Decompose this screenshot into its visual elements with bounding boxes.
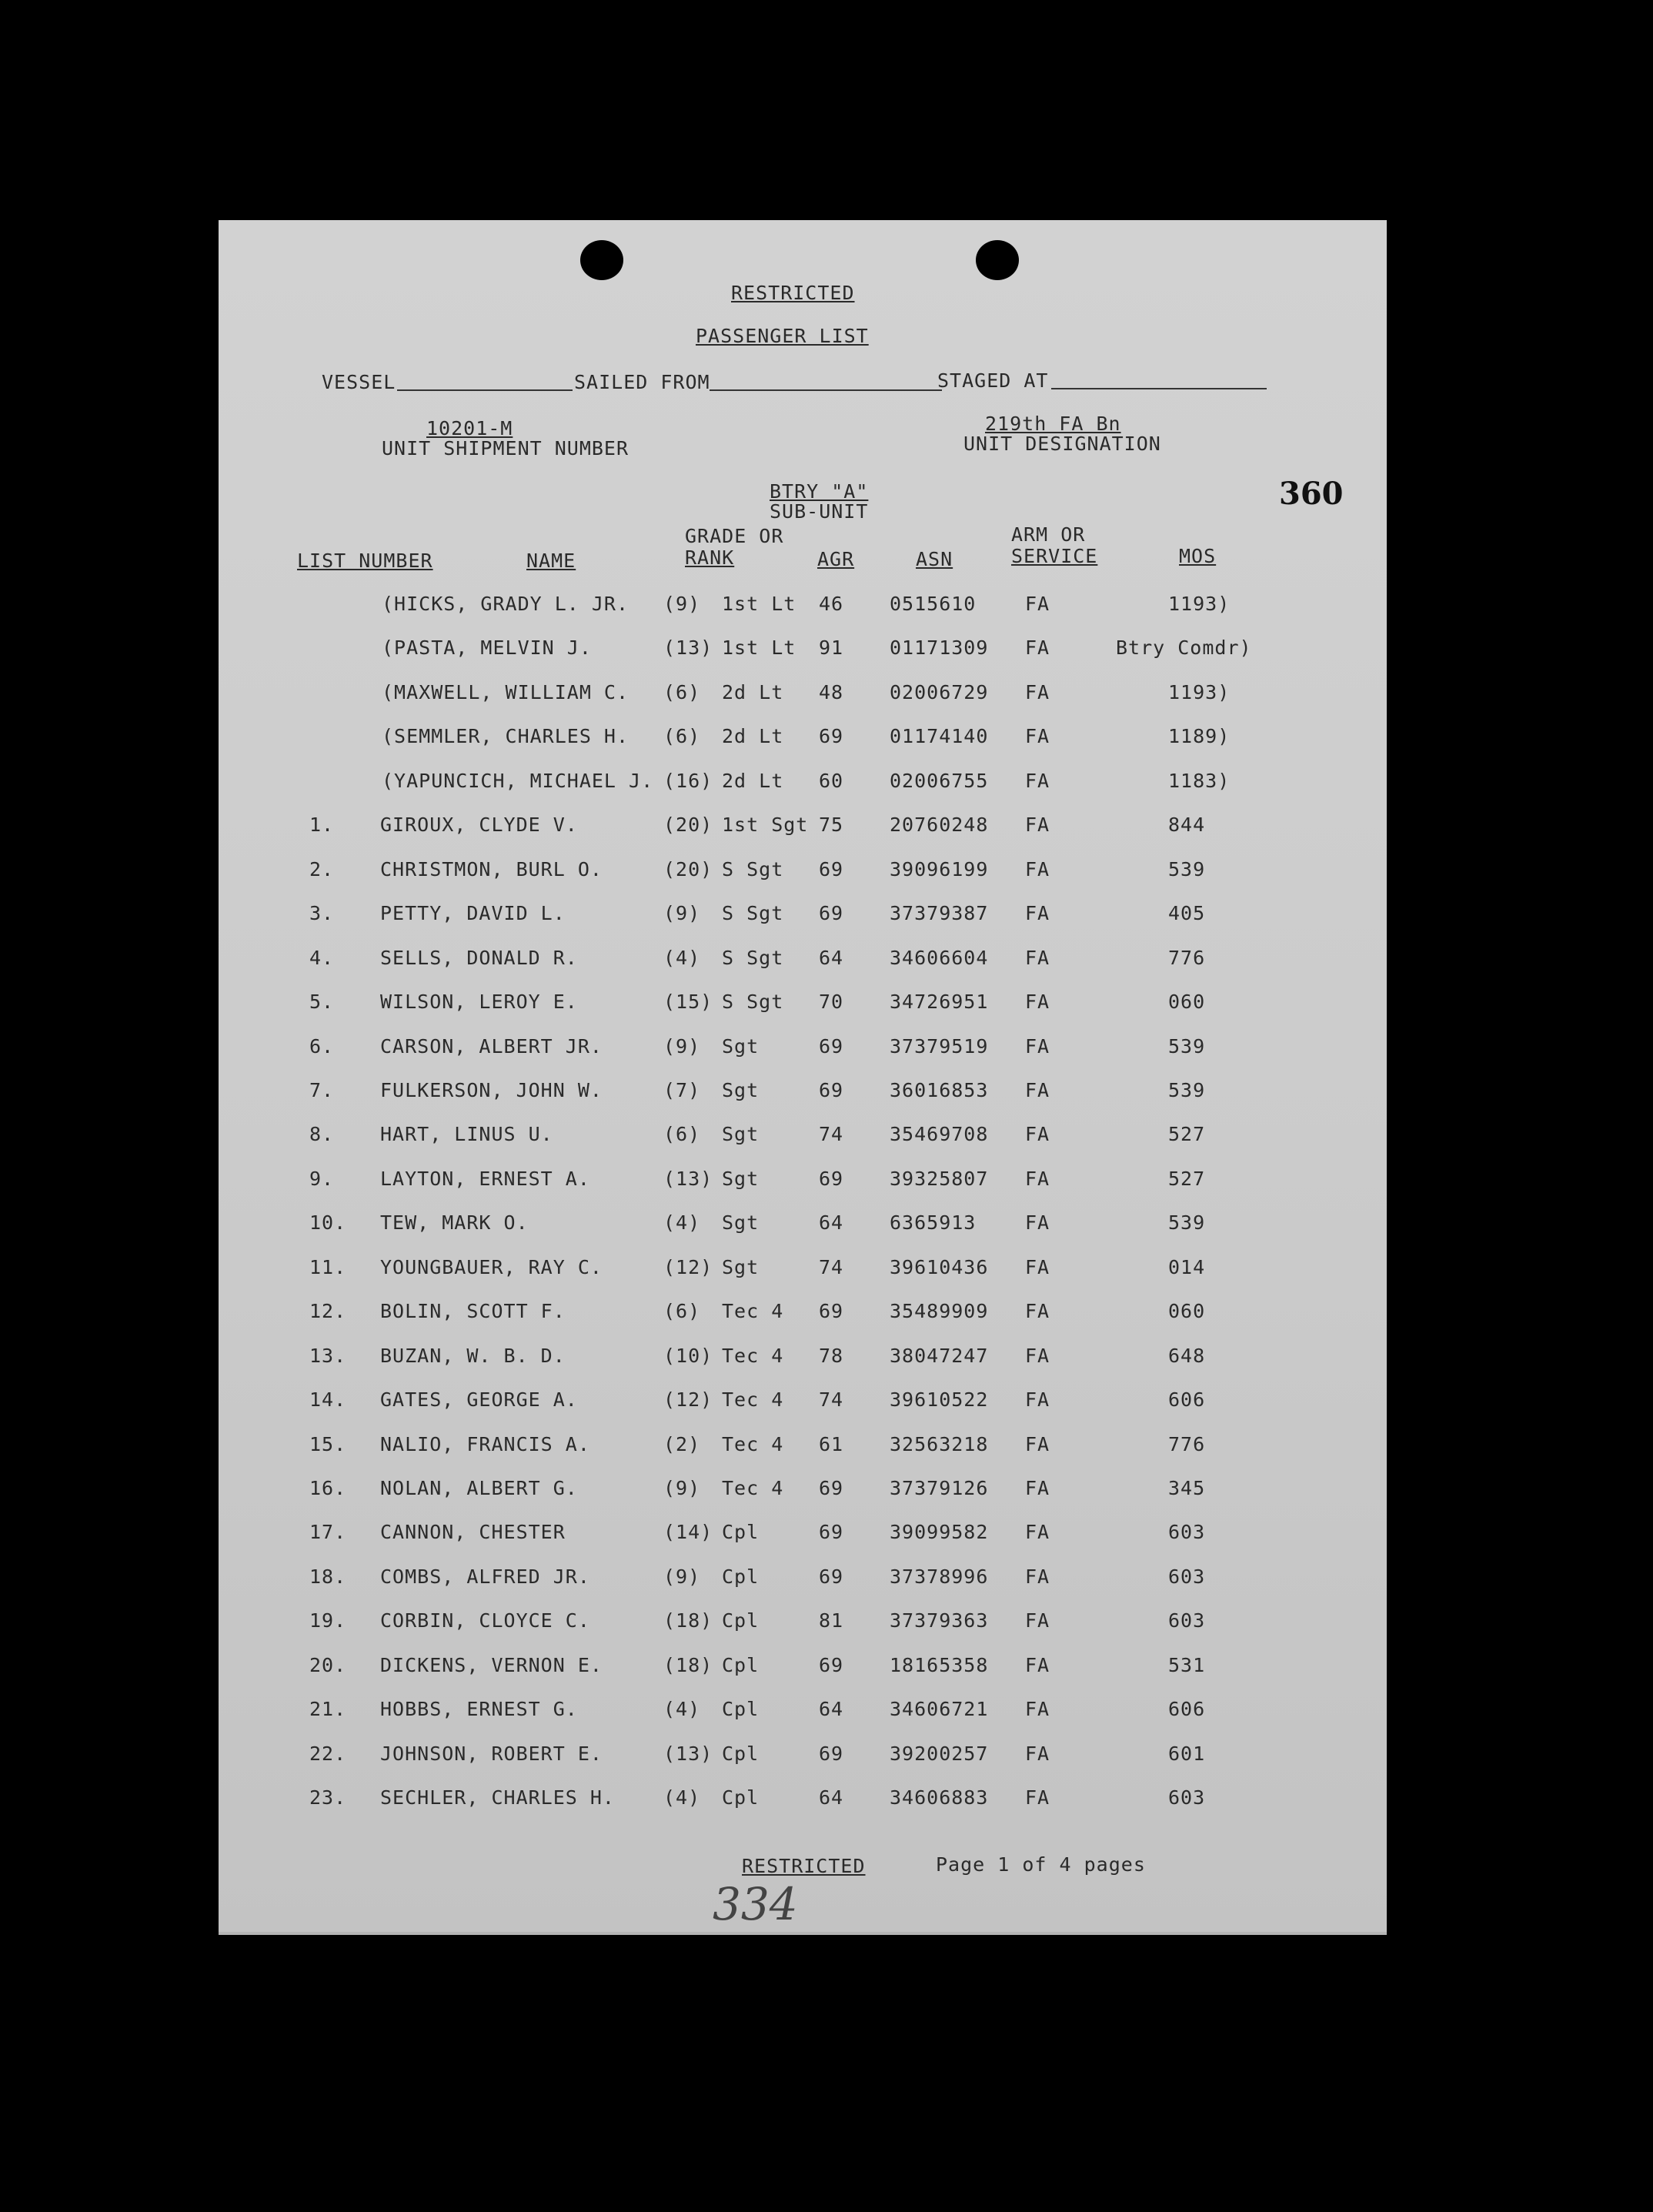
row-arm: FA [1025,1477,1050,1499]
row-asn: 39610522 [890,1388,989,1411]
row-asn: 35489909 [890,1300,989,1322]
row-asn: 01171309 [890,637,989,659]
row-mos: 603 [1168,1565,1206,1588]
row-aqr: 70 [819,991,844,1013]
unit-designation: 219th FA Bn [985,413,1121,435]
col-grade-line1: GRADE OR [685,525,784,547]
row-list-number: 23. [309,1786,347,1809]
row-aqr: 64 [819,1786,844,1809]
row-aqr: 61 [819,1433,844,1455]
row-aqr: 69 [819,1654,844,1676]
row-grade-rank: Cpl [722,1786,760,1809]
row-grade-code: (13) [663,1168,713,1190]
row-aqr: 64 [819,947,844,969]
row-name: TEW, MARK O. [380,1211,529,1234]
row-mos: 527 [1168,1168,1206,1190]
row-grade-rank: Sgt [722,1123,760,1145]
staged-at-label: STAGED AT [937,369,1049,392]
row-grade-rank: Sgt [722,1035,760,1058]
row-asn: 01174140 [890,725,989,747]
col-arm-line1: ARM OR [1011,523,1086,546]
row-grade-rank: S Sgt [722,858,784,880]
row-grade-code: (10) [663,1345,713,1367]
row-asn: 39096199 [890,858,989,880]
row-grade-code: (4) [663,1211,701,1234]
row-name: SECHLER, CHARLES H. [380,1786,615,1809]
row-asn: 37378996 [890,1565,989,1588]
row-aqr: 69 [819,1035,844,1058]
row-name: COMBS, ALFRED JR. [380,1565,590,1588]
row-list-number: 5. [309,991,335,1013]
row-asn: 39610436 [890,1256,989,1278]
row-name: CANNON, CHESTER [380,1521,566,1543]
row-name: NALIO, FRANCIS A. [380,1433,590,1455]
row-mos: 345 [1168,1477,1206,1499]
row-name: FULKERSON, JOHN W. [380,1079,603,1101]
row-arm: FA [1025,1123,1050,1145]
row-grade-rank: Sgt [722,1168,760,1190]
row-grade-code: (9) [663,1477,701,1499]
unit-shipment-label: UNIT SHIPMENT NUMBER [382,437,629,459]
row-list-number: 12. [309,1300,347,1322]
row-list-number: 21. [309,1698,347,1720]
row-name: HART, LINUS U. [380,1123,553,1145]
row-name: CHRISTMON, BURL O. [380,858,603,880]
row-aqr: 74 [819,1123,844,1145]
row-grade-rank: Cpl [722,1521,760,1543]
row-asn: 6365913 [890,1211,977,1234]
restricted-footer: RESTRICTED [742,1855,866,1877]
row-asn: 02006729 [890,681,989,703]
row-arm: FA [1025,1433,1050,1455]
row-arm: FA [1025,1565,1050,1588]
row-grade-rank: Cpl [722,1698,760,1720]
row-mos: 648 [1168,1345,1206,1367]
row-aqr: 69 [819,1521,844,1543]
row-grade-code: (16) [663,770,713,792]
row-aqr: 69 [819,1168,844,1190]
row-arm: FA [1025,1035,1050,1058]
row-list-number: 18. [309,1565,347,1588]
row-mos: 844 [1168,814,1206,836]
row-grade-code: (13) [663,637,713,659]
row-name: (MAXWELL, WILLIAM C. [382,681,629,703]
row-arm: FA [1025,1786,1050,1809]
row-grade-code: (12) [663,1256,713,1278]
handwritten-number: 334 [713,1878,798,1930]
row-arm: FA [1025,1609,1050,1632]
row-mos: 539 [1168,1035,1206,1058]
row-grade-rank: S Sgt [722,902,784,924]
row-list-number: 10. [309,1211,347,1234]
row-mos: 1189) [1168,725,1231,747]
row-name: WILSON, LEROY E. [380,991,578,1013]
row-grade-code: (20) [663,858,713,880]
row-grade-code: (20) [663,814,713,836]
col-list-number: LIST NUMBER [297,550,433,572]
row-asn: 35469708 [890,1123,989,1145]
row-mos: 776 [1168,947,1206,969]
row-aqr: 75 [819,814,844,836]
row-list-number: 9. [309,1168,335,1190]
row-grade-rank: Cpl [722,1565,760,1588]
row-arm: FA [1025,947,1050,969]
row-aqr: 74 [819,1388,844,1411]
row-mos: 405 [1168,902,1206,924]
row-aqr: 46 [819,593,844,615]
row-arm: FA [1025,1521,1050,1543]
row-arm: FA [1025,1211,1050,1234]
row-arm: FA [1025,770,1050,792]
row-name: (HICKS, GRADY L. JR. [382,593,629,615]
row-asn: 18165358 [890,1654,989,1676]
punch-hole-left [580,240,623,280]
col-arm-line2: SERVICE [1011,545,1098,567]
row-asn: 02006755 [890,770,989,792]
row-grade-rank: S Sgt [722,991,784,1013]
col-grade-line2: RANK [685,546,735,569]
row-list-number: 20. [309,1654,347,1676]
row-arm: FA [1025,1168,1050,1190]
row-grade-code: (4) [663,947,701,969]
row-name: LAYTON, ERNEST A. [380,1168,590,1190]
row-name: BUZAN, W. B. D. [380,1345,566,1367]
sailed-from-label: SAILED FROM [574,371,710,393]
row-aqr: 69 [819,1565,844,1588]
row-mos: 603 [1168,1521,1206,1543]
row-mos: 539 [1168,1079,1206,1101]
row-arm: FA [1025,1388,1050,1411]
row-aqr: 78 [819,1345,844,1367]
row-grade-code: (4) [663,1698,701,1720]
row-arm: FA [1025,681,1050,703]
vessel-label: VESSEL [322,371,396,393]
sailed-from-blank [710,389,942,391]
row-grade-rank: Sgt [722,1256,760,1278]
row-mos: 1193) [1168,681,1231,703]
row-aqr: 81 [819,1609,844,1632]
row-mos: 601 [1168,1743,1206,1765]
vessel-blank [397,389,573,391]
row-asn: 0515610 [890,593,977,615]
row-arm: FA [1025,1345,1050,1367]
row-asn: 20760248 [890,814,989,836]
row-arm: FA [1025,814,1050,836]
row-grade-rank: 2d Lt [722,770,784,792]
row-list-number: 2. [309,858,335,880]
row-grade-rank: 2d Lt [722,681,784,703]
sub-unit-label: SUB-UNIT [770,500,869,523]
row-grade-code: (9) [663,1565,701,1588]
row-name: SELLS, DONALD R. [380,947,578,969]
row-arm: FA [1025,725,1050,747]
row-arm: FA [1025,902,1050,924]
row-name: BOLIN, SCOTT F. [380,1300,566,1322]
row-mos: 776 [1168,1433,1206,1455]
row-mos: 1193) [1168,593,1231,615]
row-list-number: 3. [309,902,335,924]
row-mos: 606 [1168,1698,1206,1720]
stamp-number: 360 [1279,476,1344,512]
row-grade-rank: 1st Lt [722,593,796,615]
row-grade-rank: Tec 4 [722,1345,784,1367]
row-asn: 36016853 [890,1079,989,1101]
row-list-number: 13. [309,1345,347,1367]
row-grade-code: (6) [663,725,701,747]
row-arm: FA [1025,1079,1050,1101]
row-grade-code: (13) [663,1743,713,1765]
row-list-number: 11. [309,1256,347,1278]
row-grade-rank: Tec 4 [722,1477,784,1499]
row-grade-code: (6) [663,681,701,703]
row-asn: 37379126 [890,1477,989,1499]
sub-unit: BTRY "A" [770,480,869,503]
row-name: GATES, GEORGE A. [380,1388,578,1411]
row-grade-code: (4) [663,1786,701,1809]
col-name: NAME [526,550,576,572]
row-aqr: 69 [819,1743,844,1765]
row-list-number: 7. [309,1079,335,1101]
row-name: PETTY, DAVID L. [380,902,566,924]
row-asn: 39325807 [890,1168,989,1190]
row-mos: 527 [1168,1123,1206,1145]
row-aqr: 69 [819,858,844,880]
row-arm: FA [1025,1654,1050,1676]
row-mos: 060 [1168,1300,1206,1322]
row-mos: 603 [1168,1609,1206,1632]
row-arm: FA [1025,1698,1050,1720]
row-mos: 539 [1168,1211,1206,1234]
row-aqr: 74 [819,1256,844,1278]
row-arm: FA [1025,1256,1050,1278]
col-aqr: AGR [817,548,855,570]
row-aqr: 69 [819,902,844,924]
row-list-number: 19. [309,1609,347,1632]
list-title: PASSENGER LIST [696,325,869,347]
row-grade-rank: S Sgt [722,947,784,969]
row-asn: 37379387 [890,902,989,924]
row-aqr: 69 [819,725,844,747]
row-grade-rank: Sgt [722,1079,760,1101]
row-asn: 34606604 [890,947,989,969]
document-page [219,220,1387,1935]
row-aqr: 69 [819,1477,844,1499]
row-list-number: 6. [309,1035,335,1058]
row-name: YOUNGBAUER, RAY C. [380,1256,603,1278]
row-asn: 37379519 [890,1035,989,1058]
row-asn: 32563218 [890,1433,989,1455]
row-mos: 603 [1168,1786,1206,1809]
row-grade-code: (6) [663,1300,701,1322]
row-grade-rank: Tec 4 [722,1388,784,1411]
row-arm: FA [1025,1743,1050,1765]
row-grade-rank: Sgt [722,1211,760,1234]
staged-at-blank [1051,388,1267,389]
row-name: NOLAN, ALBERT G. [380,1477,578,1499]
row-grade-code: (15) [663,991,713,1013]
restricted-header: RESTRICTED [731,282,855,304]
row-arm: FA [1025,637,1050,659]
row-grade-code: (12) [663,1388,713,1411]
row-mos: 014 [1168,1256,1206,1278]
row-asn: 39099582 [890,1521,989,1543]
row-arm: FA [1025,858,1050,880]
row-grade-code: (6) [663,1123,701,1145]
row-aqr: 64 [819,1211,844,1234]
row-list-number: 17. [309,1521,347,1543]
row-name: HOBBS, ERNEST G. [380,1698,578,1720]
row-asn: 34606721 [890,1698,989,1720]
row-name: (YAPUNCICH, MICHAEL J. [382,770,654,792]
row-name: GIROUX, CLYDE V. [380,814,578,836]
row-grade-code: (9) [663,593,701,615]
row-list-number: 14. [309,1388,347,1411]
unit-shipment-number: 10201-M [426,417,513,439]
row-grade-rank: Cpl [722,1743,760,1765]
row-aqr: 64 [819,1698,844,1720]
row-asn: 39200257 [890,1743,989,1765]
row-mos: 060 [1168,991,1206,1013]
row-mos: 531 [1168,1654,1206,1676]
row-grade-code: (18) [663,1654,713,1676]
page-edge [219,1932,1387,1935]
row-grade-rank: Tec 4 [722,1433,784,1455]
row-name: (SEMMLER, CHARLES H. [382,725,629,747]
row-mos: 539 [1168,858,1206,880]
row-arm: FA [1025,1300,1050,1322]
row-aqr: 91 [819,637,844,659]
row-grade-code: (2) [663,1433,701,1455]
punch-hole-right [976,240,1019,280]
row-list-number: 4. [309,947,335,969]
row-list-number: 1. [309,814,335,836]
row-mos: Btry Comdr) [1116,637,1252,659]
row-asn: 34606883 [890,1786,989,1809]
row-name: CARSON, ALBERT JR. [380,1035,603,1058]
row-grade-code: (7) [663,1079,701,1101]
row-aqr: 48 [819,681,844,703]
row-list-number: 22. [309,1743,347,1765]
row-grade-rank: Cpl [722,1654,760,1676]
row-grade-code: (14) [663,1521,713,1543]
row-list-number: 15. [309,1433,347,1455]
unit-designation-label: UNIT DESIGNATION [963,433,1161,455]
row-asn: 38047247 [890,1345,989,1367]
row-aqr: 60 [819,770,844,792]
row-aqr: 69 [819,1300,844,1322]
row-name: JOHNSON, ROBERT E. [380,1743,603,1765]
col-mos: MOS [1179,545,1217,567]
row-aqr: 69 [819,1079,844,1101]
row-grade-code: (9) [663,902,701,924]
row-grade-rank: 1st Lt [722,637,796,659]
col-asn: ASN [916,548,953,570]
row-mos: 606 [1168,1388,1206,1411]
row-mos: 1183) [1168,770,1231,792]
row-grade-rank: Tec 4 [722,1300,784,1322]
row-grade-rank: 1st Sgt [722,814,809,836]
row-arm: FA [1025,593,1050,615]
row-arm: FA [1025,991,1050,1013]
row-list-number: 8. [309,1123,335,1145]
row-grade-code: (9) [663,1035,701,1058]
row-grade-code: (18) [663,1609,713,1632]
page-info: Page 1 of 4 pages [936,1853,1146,1876]
row-name: DICKENS, VERNON E. [380,1654,603,1676]
row-asn: 34726951 [890,991,989,1013]
row-list-number: 16. [309,1477,347,1499]
row-name: CORBIN, CLOYCE C. [380,1609,590,1632]
row-name: (PASTA, MELVIN J. [382,637,592,659]
row-asn: 37379363 [890,1609,989,1632]
row-grade-rank: 2d Lt [722,725,784,747]
row-grade-rank: Cpl [722,1609,760,1632]
